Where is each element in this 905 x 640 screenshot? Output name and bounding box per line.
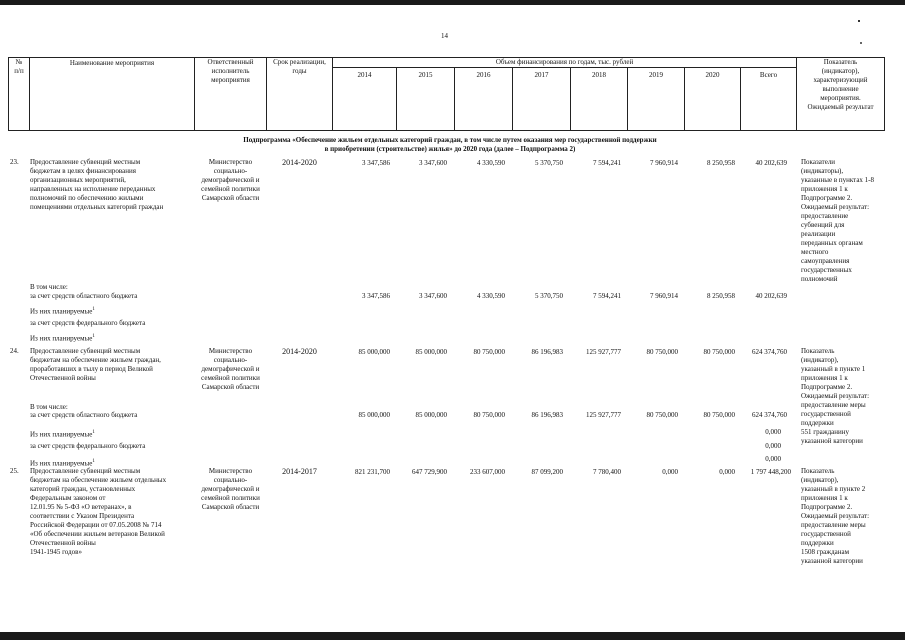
col-line [332, 57, 333, 131]
planned-total: 0,000 [765, 428, 781, 436]
scan-speck [860, 42, 862, 44]
row-responsible: Министерство социально- демографической и семейной политики Самарской области [201, 347, 260, 391]
header-year: 2018 [592, 71, 606, 79]
footnote-mark: 1 [92, 459, 95, 464]
regional-value: 3 347,586 [362, 292, 390, 300]
regional-total: 40 202,639 [755, 292, 787, 300]
row-value: 125 927,777 [586, 348, 621, 356]
header-bottom-line [8, 130, 885, 131]
regional-budget-label: за счет средств областного бюджета [30, 292, 138, 300]
page-number: 14 [441, 32, 448, 40]
header-year: 2016 [476, 71, 491, 79]
footnote-mark: 1 [92, 430, 95, 435]
regional-value: 80 750,000 [703, 411, 735, 419]
row-value: 4 330,590 [477, 159, 505, 167]
row-value: 0,000 [662, 468, 678, 476]
planned-label [30, 305, 95, 316]
row-value: 7 960,914 [650, 159, 678, 167]
federal-budget-label: за счет средств федерального бюджета [30, 442, 146, 450]
row-value: 87 099,200 [531, 468, 563, 476]
col-line [29, 57, 30, 131]
including-label: В том числе: [30, 283, 68, 291]
row-number: 25. [10, 467, 19, 475]
planned-total: 0,000 [765, 455, 781, 463]
header-name: Наименование мероприятия [69, 59, 155, 67]
row-value: 7 594,241 [593, 159, 621, 167]
regional-value: 80 750,000 [473, 411, 505, 419]
federal-total: 0,000 [765, 442, 781, 450]
planned-text: Из них планируемые [30, 334, 93, 343]
row-value: 647 729,900 [412, 468, 447, 476]
federal-budget-label: за счет средств федерального бюджета [30, 319, 146, 327]
header-year: 2017 [534, 71, 549, 79]
row-value: 85 000,000 [415, 348, 447, 356]
planned-text: Из них планируемые [30, 459, 93, 468]
regional-value: 80 750,000 [646, 411, 678, 419]
regional-value: 125 927,777 [586, 411, 621, 419]
row-term: 2014-2017 [282, 467, 317, 476]
regional-value: 85 000,000 [358, 411, 390, 419]
years-divider-line [332, 67, 796, 68]
row-value: 3 347,600 [419, 159, 447, 167]
row-term: 2014-2020 [282, 347, 317, 356]
row-name: Предоставление субвенций местным бюджетам в целях финансирования организационных мероприятий, направленных на исполнение переданных полномочий по обеспечению жилыми помещениями отдельных категорий граждан [30, 158, 164, 211]
regional-value: 5 370,750 [535, 292, 563, 300]
planned-text: Из них планируемые [30, 430, 93, 439]
row-number: 24. [10, 347, 19, 355]
row-term: 2014-2020 [282, 158, 317, 167]
row-value: 233 607,000 [470, 468, 505, 476]
regional-value: 7 960,914 [650, 292, 678, 300]
header-year: 2014 [357, 71, 372, 79]
subprogram-title: Подпрограмма «Обеспечение жильем отдельных категорий граждан, в том числе путем оказания мер государственной поддержки в приобретении (строительстве) жилья» до 2020 года (далее – Подпрограмма 2) [243, 136, 657, 153]
row-number: 23. [10, 158, 19, 166]
footnote-mark: 1 [92, 334, 95, 339]
row-value: 85 000,000 [358, 348, 390, 356]
planned-text: Из них планируемые [30, 307, 93, 316]
header-year: 2019 [649, 71, 663, 79]
header-year: 2020 [705, 71, 720, 79]
row-value: 80 750,000 [703, 348, 735, 356]
row-indicator: Показатели (индикаторы), указанные в пунктах 1-8 приложения 1 к Подпрограмме 2. Ожидаемый результат: предоставление субвенций для реализации переданных органам местного самоуправления государственных полномочий [801, 158, 875, 283]
regional-budget-label: за счет средств областного бюджета [30, 411, 138, 419]
row-total: 624 374,760 [752, 348, 787, 356]
row-value: 8 250,958 [707, 159, 735, 167]
row-responsible: Министерство социально- демографической и семейной политики Самарской области [201, 158, 260, 202]
row-total: 40 202,639 [755, 159, 787, 167]
header-total: Всего [759, 71, 778, 79]
regional-value: 85 000,000 [415, 411, 447, 419]
row-value: 821 231,700 [355, 468, 390, 476]
row-value: 3 347,586 [362, 159, 390, 167]
regional-value: 7 594,241 [593, 292, 621, 300]
planned-label [30, 428, 95, 439]
top-border [0, 0, 905, 5]
header-indicator: Показатель (индикатор), характеризующий выполнение мероприятия. Ожидаемый результат [807, 58, 874, 111]
scan-speck [858, 20, 860, 22]
regional-value: 3 347,600 [419, 292, 447, 300]
row-value: 80 750,000 [473, 348, 505, 356]
row-value: 5 370,750 [535, 159, 563, 167]
regional-total: 624 374,760 [752, 411, 787, 419]
header-term: Срок реализации, годы [273, 58, 326, 75]
row-value: 80 750,000 [646, 348, 678, 356]
row-name: Предоставление субвенций местным бюджетам на обеспечение жильем отдельных категорий граждан, установленных Федеральным законом от 12.01.95 № 5-ФЗ «О ветеранах», в соответствии с Указом Президента Российской Федерации от 07.05.2008 № 714 «Об обеспечении жильем ветеранов Великой Отечественной войны 1941-1945 годов» [30, 467, 167, 556]
regional-value: 8 250,958 [707, 292, 735, 300]
header-volume: Объем финансирования по годам, тыс. рублей [495, 58, 634, 66]
row-value: 0,000 [719, 468, 735, 476]
regional-value: 4 330,590 [477, 292, 505, 300]
header-year: 2015 [418, 71, 433, 79]
row-value: 86 196,983 [531, 348, 563, 356]
row-total: 1 797 448,200 [750, 468, 791, 476]
row-name: Предоставление субвенций местным бюджетам на обеспечение жильем граждан, проработавших в тылу в период Великой Отечественной войны [30, 347, 161, 382]
planned-label [30, 332, 95, 343]
row-indicator: Показатель (индикатор), указанный в пункте 1 приложения 1 к Подпрограмме 2. Ожидаемый результат: предоставление меры государственной поддержки 551 гражданину указанной категории [801, 347, 870, 445]
row-responsible: Министерство социально- демографической и семейной политики Самарской области [201, 467, 260, 511]
bottom-border [0, 632, 905, 640]
regional-value: 86 196,983 [531, 411, 563, 419]
including-label: В том числе: [30, 403, 68, 411]
row-indicator: Показатель (индикатор), указанный в пункте 2 приложения 1 к Подпрограмме 2. Ожидаемый результат: предоставление меры государственной поддержки 1508 гражданам указанной категории [801, 467, 870, 565]
col-line [884, 57, 885, 131]
header-num: № п/п [14, 58, 24, 75]
row-value: 7 780,400 [593, 468, 621, 476]
header-responsible: Ответственный исполнитель мероприятия [207, 58, 254, 84]
footnote-mark: 1 [92, 307, 95, 312]
